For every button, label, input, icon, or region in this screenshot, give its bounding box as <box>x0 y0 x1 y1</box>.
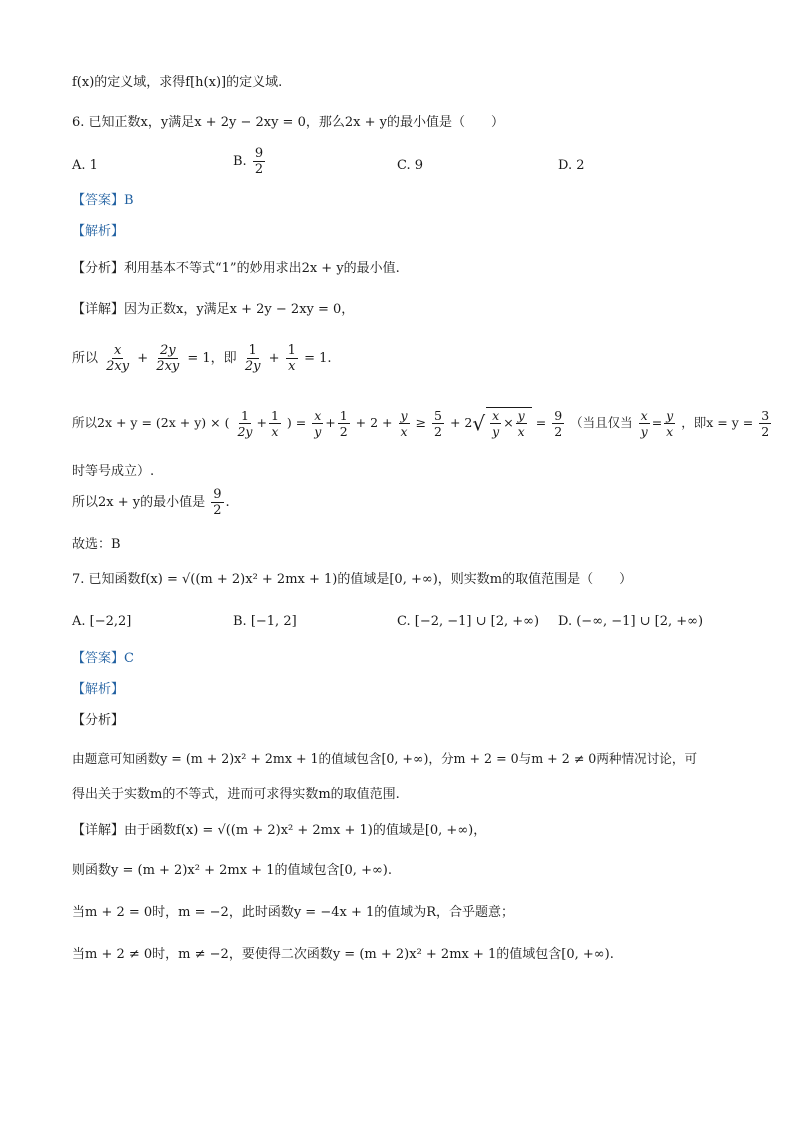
step1-prefix: 所以 <box>72 351 99 366</box>
q7-detail-1: 【详解】由于函数f(x) = √((m + 2)x² + 2mx + 1)的值域是[0, +∞)， <box>72 823 487 838</box>
radical-icon: √ <box>472 411 486 436</box>
q6-step1 <box>72 343 332 374</box>
fraction <box>399 408 410 439</box>
frac-den: x <box>517 424 525 439</box>
q6-option-c: C. 9 <box>397 158 424 173</box>
frac-num: 2y <box>159 343 176 358</box>
frac-den: 2y <box>244 359 261 374</box>
plus: + <box>268 351 280 366</box>
q6-choose: 故选：B <box>72 537 121 552</box>
step2-cond: （当且仅当 <box>570 415 633 430</box>
q7-stem: 7. 已知函数f(x) = √((m + 2)x² + 2mx + 1)的值域是[0, +∞)，则实数m的取值范围是（ ） <box>72 572 633 587</box>
q6-option-b <box>233 146 267 177</box>
step2-mid: ) = <box>286 415 307 430</box>
frac-num: 1 <box>248 343 257 358</box>
step3-prefix: 所以2x + y的最小值是 <box>72 495 206 510</box>
frac-den: x <box>666 424 674 439</box>
frac-den: 2 <box>254 162 264 177</box>
step2-ge: ≥ <box>415 415 427 430</box>
step3-end: . <box>225 495 230 510</box>
frac-den: 2y <box>237 424 253 439</box>
frac-num: 9 <box>554 408 563 423</box>
q7-fenxi-1: 由题意可知函数y = (m + 2)x² + 2mx + 1的值域包含[0, +∞)，分m + 2 = 0与m + 2 ≠ 0两种情况讨论，可 <box>72 751 698 766</box>
step2-ji: ，即x = y = <box>681 415 754 430</box>
fraction <box>286 343 298 374</box>
frac-den: 2 <box>554 424 563 439</box>
frac-den: 2 <box>761 424 770 439</box>
frac-num: y <box>666 408 674 423</box>
frac-num: 9 <box>254 146 264 161</box>
q7-detail-4: 当m + 2 ≠ 0时，m ≠ −2，要使得二次函数y = (m + 2)x² + 2mx + 1的值域包含[0, +∞). <box>72 947 614 962</box>
q6-step3 <box>72 487 230 518</box>
q7-fenxi-2: 得出关于实数m的不等式，进而可求得实数m的取值范围. <box>72 787 400 802</box>
frac-den: 2xy <box>156 359 180 374</box>
q6-answer: 【答案】B <box>72 193 134 208</box>
frac-den: 2 <box>339 424 348 439</box>
fraction <box>243 343 263 374</box>
q6-step2: 所以2x + y = (2x + y) × ( $\frac{1}{2y}$ + $\frac{1}{x}$ ) = $\frac{x}{y}$ + $\frac{1}{2}$ + 2 + $\frac{y}{x}$ ≥ $\frac{5}{2}$ + 2√ $\frac{x}{y}$ × $\frac{y}{x}$ = $\frac{9}{2}$ （当且仅当 $\frac{x}{y}$ = $\frac{y}{x}$ ，即x = y = $\frac{3}{2}$ <box>72 408 770 439</box>
q6-analysis-title: 【解析】 <box>72 224 125 239</box>
q7-analysis-title: 【解析】 <box>72 682 125 697</box>
times: × <box>503 415 514 430</box>
fraction <box>104 343 131 374</box>
q7-option-a: A. [−2,2] <box>72 614 132 629</box>
frac-num: 1 <box>240 408 249 423</box>
q7-option-c: C. [−2, −1] ∪ [2, +∞) <box>397 614 540 629</box>
q7-detail-2: 则函数y = (m + 2)x² + 2mx + 1的值域包含[0, +∞). <box>72 863 392 878</box>
frac-num: 3 <box>761 408 770 423</box>
fraction <box>312 408 323 439</box>
frac-den: 2 <box>213 503 222 518</box>
fraction <box>211 487 223 518</box>
frac-den: x <box>288 359 296 374</box>
frac-num: y <box>517 408 525 423</box>
frac-num: 1 <box>270 408 279 423</box>
q7-detail-3: 当m + 2 = 0时，m = −2，此时函数y = −4x + 1的值域为R，合乎题意； <box>72 905 515 920</box>
frac-num: x <box>314 408 322 423</box>
step2-prefix: 所以2x + y = (2x + y) × ( <box>72 415 230 430</box>
step1-eq2: = 1. <box>304 351 332 366</box>
frac-num: 9 <box>213 487 222 502</box>
q7-option-b: B. [−1, 2] <box>233 614 297 629</box>
q6-option-d: D. 2 <box>558 158 585 173</box>
frac-den: x <box>400 424 408 439</box>
frac-num: 1 <box>287 343 296 358</box>
intro-text: f(x)的定义域，求得f[h(x)]的定义域. <box>72 75 283 90</box>
step1-eq1: = 1，即 <box>187 351 237 366</box>
q6-fenxi: 【分析】利用基本不等式“1”的妙用求出2x + y的最小值. <box>72 261 400 276</box>
frac-num: 1 <box>339 408 348 423</box>
fraction <box>639 408 650 439</box>
fraction <box>432 408 444 439</box>
q6-detail: 【详解】因为正数x，y满足x + 2y − 2xy = 0， <box>72 302 355 317</box>
fraction <box>269 408 281 439</box>
fraction <box>338 408 350 439</box>
frac-den: y <box>492 424 500 439</box>
q6-stem: 6. 已知正数x，y满足x + 2y − 2xy = 0，那么2x + y的最小值是（ ） <box>72 115 504 130</box>
fraction <box>154 343 181 374</box>
step2-eq: = <box>535 415 547 430</box>
frac-num: x <box>492 408 500 423</box>
q6-option-b-prefix: B. <box>233 154 247 169</box>
frac-den: 2 <box>434 424 442 439</box>
step2-two: + 2 <box>449 415 473 430</box>
plus: + <box>137 351 149 366</box>
frac-num: x <box>640 408 648 423</box>
frac-num: y <box>400 408 408 423</box>
frac-den: y <box>314 424 322 439</box>
frac-den: 2xy <box>106 359 130 374</box>
q6-step2-end: 时等号成立）. <box>72 464 155 479</box>
fraction <box>235 408 254 439</box>
fraction <box>516 408 527 439</box>
fraction <box>664 408 675 439</box>
fraction <box>552 408 564 439</box>
q6-option-a: A. 1 <box>72 158 98 173</box>
frac-num: x <box>113 343 122 358</box>
frac-den: y <box>640 424 648 439</box>
frac-num: 5 <box>434 408 442 423</box>
frac-den: x <box>271 424 279 439</box>
q7-fenxi-title: 【分析】 <box>72 713 125 728</box>
q6-option-b-fraction <box>253 146 265 177</box>
fraction <box>490 408 501 439</box>
step2-plus2: + 2 + <box>355 415 393 430</box>
sqrt-body <box>486 407 532 439</box>
fraction <box>759 408 771 439</box>
q7-answer: 【答案】C <box>72 651 134 666</box>
q7-option-d: D. (−∞, −1] ∪ [2, +∞) <box>558 614 704 629</box>
